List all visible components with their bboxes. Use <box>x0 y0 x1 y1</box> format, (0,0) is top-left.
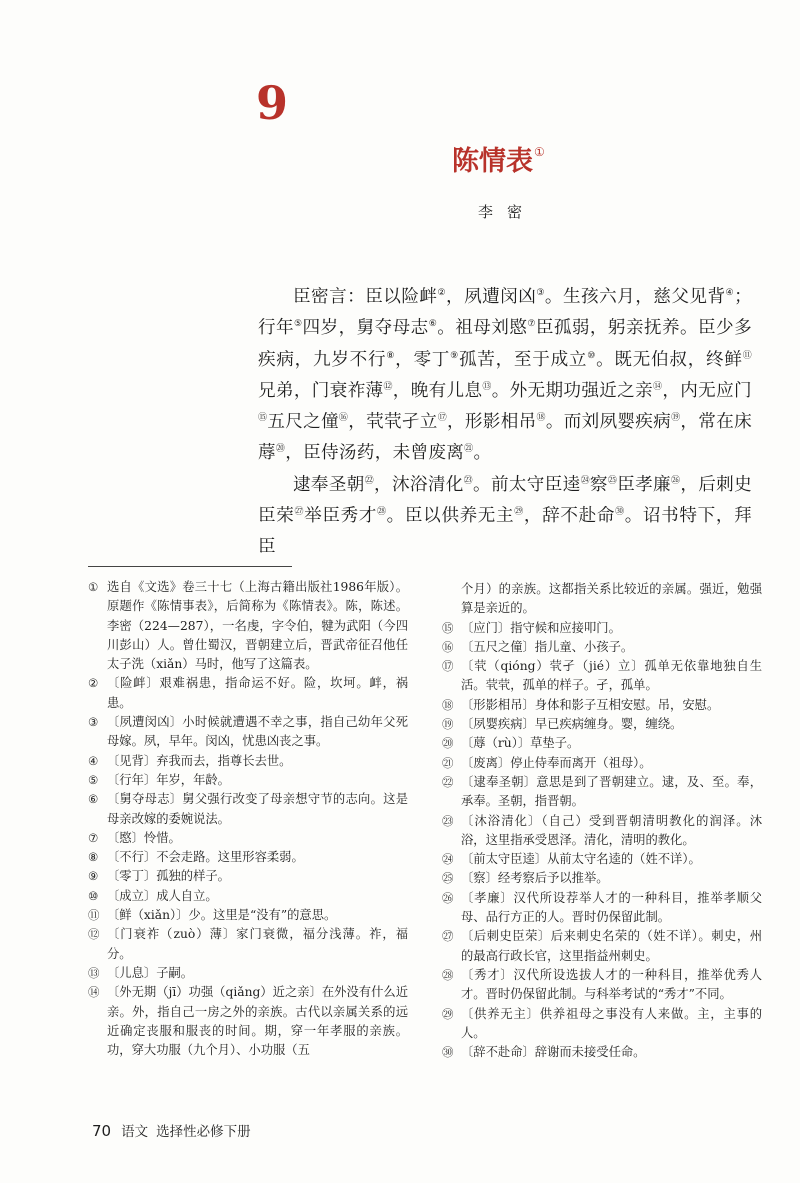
footnote-text: 〔门衰祚（zuò）薄〕家门衰微，福分浅薄。祚，福分。 <box>107 927 408 961</box>
footnote-item <box>88 983 408 1060</box>
footnote-item <box>442 657 762 696</box>
footnote-number: ⑱ <box>442 697 454 712</box>
footnote-item <box>442 850 762 869</box>
text-run: 。前太守臣逵 <box>473 474 581 495</box>
footnote-text: 〔险衅〕艰难祸患，指命运不好。险，坎坷。衅，祸患。 <box>107 676 408 710</box>
footnote-number: ⑯ <box>442 639 454 654</box>
footnote-item <box>442 1043 762 1062</box>
footnote-marker[interactable]: ⑬ <box>482 382 492 393</box>
footnote-marker[interactable]: ⑥ <box>428 319 438 330</box>
footnote-marker[interactable]: ㉘ <box>377 507 387 518</box>
footnote-number: ⑬ <box>88 965 100 980</box>
footnote-text: 〔见背〕弃我而去，指尊长去世。 <box>107 753 292 768</box>
footnote-item <box>442 734 762 753</box>
text-run: 臣孤弱，躬亲抚养。臣少多疾病，九岁不行 <box>258 318 752 370</box>
footnote-marker[interactable]: ㉒ <box>364 475 375 486</box>
footnote-text: 〔夙遭闵凶〕小时候就遭遇不幸之事，指自己幼年父死母嫁。夙，早年。闵凶，忧患凶丧之事。 <box>107 715 408 749</box>
page-number: 70 <box>92 1122 112 1140</box>
footnote-number: ④ <box>88 753 99 768</box>
footnotes-left-column <box>88 578 408 1060</box>
text-run: ，沐浴清化 <box>374 474 464 495</box>
footnote-text: 〔孝廉〕汉代所设荐举人才的一种科目，推举孝顺父母、品行方正的人。晋时仍保留此制。 <box>461 890 762 925</box>
footnote-marker[interactable]: ⑳ <box>275 444 286 455</box>
footnote-number: ⑫ <box>88 927 100 942</box>
lesson-number: 9 <box>256 76 289 130</box>
footnote-text: 〔后刺史臣荣〕后来刺史名荣的（姓不详）。刺史，州的最高行政长官，这里指益州刺史。 <box>461 929 762 963</box>
book-name: 选择性必修下册 <box>156 1124 251 1140</box>
footnote-text: 〔零丁〕孤独的样子。 <box>107 869 230 884</box>
body-paragraph <box>258 470 752 564</box>
text-run: 兄弟，门衰祚薄 <box>258 380 384 401</box>
text-run: ，晚有儿息 <box>392 380 483 401</box>
footnote-item <box>88 713 408 752</box>
footnote-marker[interactable]: ㉓ <box>463 475 474 486</box>
footnote-text: 〔外无期（jī）功强（qiǎng）近之亲〕在外没有什么近亲。外，指自己一房之外的亲族。古代以亲属关系的远近确定丧服和服丧的时间。期，穿一年孝服的亲族。功，穿大功服（九个月）、小功服（五 <box>107 985 408 1058</box>
body-paragraph <box>258 282 752 470</box>
footnote-text: 〔废离〕停止侍奉而离开（祖母）。 <box>461 755 652 770</box>
text-run: 察 <box>589 474 608 495</box>
text-run: 。生孩六月，慈父见背 <box>544 287 726 307</box>
footnote-number: ㉚ <box>442 1045 454 1060</box>
footnote-number: ㉘ <box>442 967 454 982</box>
footnote-marker[interactable]: ㉑ <box>464 444 474 455</box>
main-text <box>258 282 752 564</box>
footnote-text: 选自《文选》卷三十七（上海古籍出版社1986年版）。原题作《陈情事表》，后简称为《陈情表》。陈，陈述。李密（224—287），一名虔，字令伯，犍为武阳（今四川彭山）人。曾仕蜀汉，晋朝建立后，晋武帝征召他任太子洗（xiǎn）马时，他写了这篇表。 <box>107 580 408 672</box>
footnote-marker[interactable]: ⑨ <box>450 350 459 361</box>
text-run: 逮奉圣朝 <box>293 474 365 495</box>
footnote-marker[interactable]: ⑰ <box>437 413 448 424</box>
footnote-item <box>442 927 762 966</box>
footnote-text: 〔应门〕指守候和应接叩门。 <box>461 620 621 635</box>
footnote-item <box>442 869 762 888</box>
footnote-marker[interactable]: ⑯ <box>338 413 349 424</box>
text-run: ，臣侍汤药，未曾废离 <box>285 443 465 464</box>
footnote-number: ㉙ <box>442 1006 454 1021</box>
footnote-text: 〔辞不赴命〕辞谢而未接受任命。 <box>461 1045 646 1060</box>
footnote-item <box>88 752 408 771</box>
footnote-marker[interactable]: ㉔ <box>580 475 590 486</box>
footnote-marker[interactable]: ㉙ <box>514 507 524 518</box>
subject-name: 语文 <box>121 1124 149 1140</box>
text-run: ，后刺史臣荣 <box>258 474 752 527</box>
text-run: ；行年 <box>258 287 752 339</box>
footnote-marker[interactable]: ㉚ <box>615 507 625 518</box>
footnote-text: 〔供养无主〕供养祖母之事没有人来做。主，主事的人。 <box>461 1006 762 1040</box>
footnote-item <box>88 674 408 713</box>
footnote-marker[interactable]: ㉗ <box>294 507 305 518</box>
footnote-number: ㉔ <box>442 852 454 867</box>
footnote-text: 〔逮奉圣朝〕意思是到了晋朝建立。逮，及、至。奉，承奉。圣朝，指晋朝。 <box>461 774 762 809</box>
footnote-marker[interactable]: ⑧ <box>386 350 396 361</box>
text-run: 。外无期功强近之亲 <box>491 380 654 401</box>
footnote-item <box>442 715 762 734</box>
footnote-number: ③ <box>88 715 99 730</box>
text-run: ，夙遭闵凶 <box>446 287 537 307</box>
footnote-marker[interactable]: ④ <box>725 288 735 299</box>
footnote-marker[interactable]: ③ <box>536 288 545 299</box>
footnote-text: 〔茕（qióng）茕孑（jié）立〕孤单无依靠地独自生活。茕茕，孤单的样子。孑，孤单。 <box>461 659 762 693</box>
footnote-text: 〔愍〕怜惜。 <box>107 830 181 845</box>
page-footer <box>92 1120 251 1140</box>
footnote-number: ⑦ <box>88 830 99 845</box>
footnote-number: ② <box>88 676 99 691</box>
text-run: 举臣秀才 <box>304 506 378 527</box>
footnote-marker[interactable]: ② <box>437 288 447 299</box>
footnote-text: 〔察〕经考察后予以推举。 <box>461 871 609 886</box>
footnote-text: 〔沐浴清化〕（自己）受到晋朝清明教化的润泽。沐浴，这里指承受恩泽。清化，清明的教化。 <box>461 813 762 847</box>
footnote-text: 〔蓐（rù）〕草垫子。 <box>461 736 580 751</box>
footnote-item <box>442 696 762 715</box>
text-run: ，内无应门 <box>662 380 752 401</box>
text-run: 。诏书特下，拜臣 <box>258 506 752 558</box>
text-run: ，辞不赴命 <box>523 506 616 527</box>
footnote-item <box>88 578 408 674</box>
footnote-number: ⑨ <box>88 869 99 884</box>
footnote-number: ㉗ <box>442 929 454 944</box>
footnote-marker[interactable]: ⑪ <box>742 350 753 361</box>
footnote-item <box>88 887 408 906</box>
footnote-number: ㉕ <box>442 871 454 886</box>
title-note-marker[interactable]: ① <box>534 145 545 159</box>
page-title <box>452 145 545 177</box>
footnote-item <box>88 790 408 829</box>
text-run: 臣孝廉 <box>617 474 671 495</box>
footnote-marker[interactable]: ⑫ <box>383 382 393 393</box>
footnote-marker[interactable]: ㉕ <box>607 475 618 486</box>
title-text: 陈情表 <box>452 146 533 177</box>
footnote-item <box>442 638 762 657</box>
footnote-item <box>88 848 408 867</box>
footnote-item <box>88 925 408 964</box>
footnote-marker[interactable]: ⑲ <box>671 413 681 424</box>
footnote-item <box>88 906 408 925</box>
text-run: 臣密言：臣以险衅 <box>293 287 438 307</box>
text-run: ，形影相吊 <box>447 412 537 433</box>
text-run: ，零丁 <box>395 349 451 370</box>
text-run: 。臣以供养无主 <box>386 506 515 527</box>
footnote-number: ㉒ <box>442 774 454 789</box>
footnote-text: 个月）的亲族。这都指关系比较近的亲属。强近，勉强算是亲近的。 <box>461 582 762 616</box>
text-run: 五尺之僮 <box>267 412 339 433</box>
footnote-item <box>88 867 408 886</box>
footnote-text: 〔鲜（xiǎn）〕少。这里是“没有”的意思。 <box>107 908 337 923</box>
footnote-number: ⑲ <box>442 717 454 732</box>
footnote-marker[interactable]: ⑭ <box>653 382 663 393</box>
footnote-text: 〔成立〕成人自立。 <box>107 888 218 903</box>
footnote-item <box>442 812 762 851</box>
footnote-text: 〔形影相吊〕身体和影子互相安慰。吊，安慰。 <box>461 697 720 712</box>
text-run: 。 <box>473 443 492 464</box>
footnote-item <box>442 966 762 1005</box>
footnote-number: ⑤ <box>88 772 99 787</box>
footnote-number: ⑭ <box>88 985 100 1000</box>
footnotes-right-column <box>442 580 762 1062</box>
author-name: 李密 <box>478 203 537 221</box>
footnote-item <box>442 619 762 638</box>
footnote-text: 〔夙婴疾病〕早已疾病缠身。婴，缠绕。 <box>461 717 683 732</box>
footnote-number: ⑧ <box>88 850 99 865</box>
text-run: 。既无伯叔，终鲜 <box>596 349 743 370</box>
footnote-text: 〔行年〕年岁，年龄。 <box>107 772 230 787</box>
text-run: 四岁，舅夺母志 <box>302 318 429 339</box>
footnote-marker[interactable]: ⑱ <box>536 413 546 424</box>
footnote-item <box>442 580 762 619</box>
text-run: ，茕茕孑立 <box>348 412 438 433</box>
footnote-number: ㉑ <box>442 755 454 770</box>
footnote-number: ① <box>88 580 99 594</box>
footnote-number: ㉖ <box>442 890 454 905</box>
footnote-number: ⑮ <box>442 620 454 635</box>
footnote-item <box>442 1005 762 1044</box>
footnote-text: 〔五尺之僮〕指儿童、小孩子。 <box>461 639 634 654</box>
footnote-text: 〔秀才〕汉代所设选拔人才的一种科目，推举优秀人才。晋时仍保留此制。与科举考试的“秀才”不同。 <box>461 967 762 1002</box>
footnote-number: ⑥ <box>88 792 99 807</box>
footnote-text: 〔不行〕不会走路。这里形容柔弱。 <box>107 850 304 865</box>
footnote-marker[interactable]: ⑦ <box>527 319 536 330</box>
footnote-number: ⑪ <box>88 908 100 923</box>
text-run: 。祖母刘愍 <box>437 318 528 339</box>
text-run: ，常在床蓐 <box>258 412 752 464</box>
footnote-text: 〔儿息〕子嗣。 <box>107 965 194 980</box>
footnote-number: ⑳ <box>442 736 454 751</box>
footnote-number: ⑰ <box>442 659 454 674</box>
footnote-marker[interactable]: ⑤ <box>294 319 303 330</box>
footnote-number: ㉓ <box>442 813 454 828</box>
footnote-text: 〔舅夺母志〕舅父强行改变了母亲想守节的志向。这是母亲改嫁的委婉说法。 <box>107 792 408 826</box>
footnote-marker[interactable]: ⑮ <box>258 413 268 424</box>
footnote-text: 〔前太守臣逵〕从前太守名逵的（姓不详）。 <box>461 852 701 867</box>
footnote-divider <box>88 566 292 567</box>
footnote-item <box>88 771 408 790</box>
text-run: 孤苦，至于成立 <box>458 349 588 370</box>
footnote-item <box>442 889 762 928</box>
footnote-item <box>442 754 762 773</box>
text-run: 。而刘夙婴疾病 <box>545 412 672 433</box>
footnote-marker[interactable]: ⑩ <box>587 350 597 361</box>
footnote-marker[interactable]: ㉖ <box>670 475 681 486</box>
footnote-item <box>88 964 408 983</box>
footnote-item <box>88 829 408 848</box>
footnote-item <box>442 773 762 812</box>
footnote-number: ⑩ <box>88 888 99 903</box>
